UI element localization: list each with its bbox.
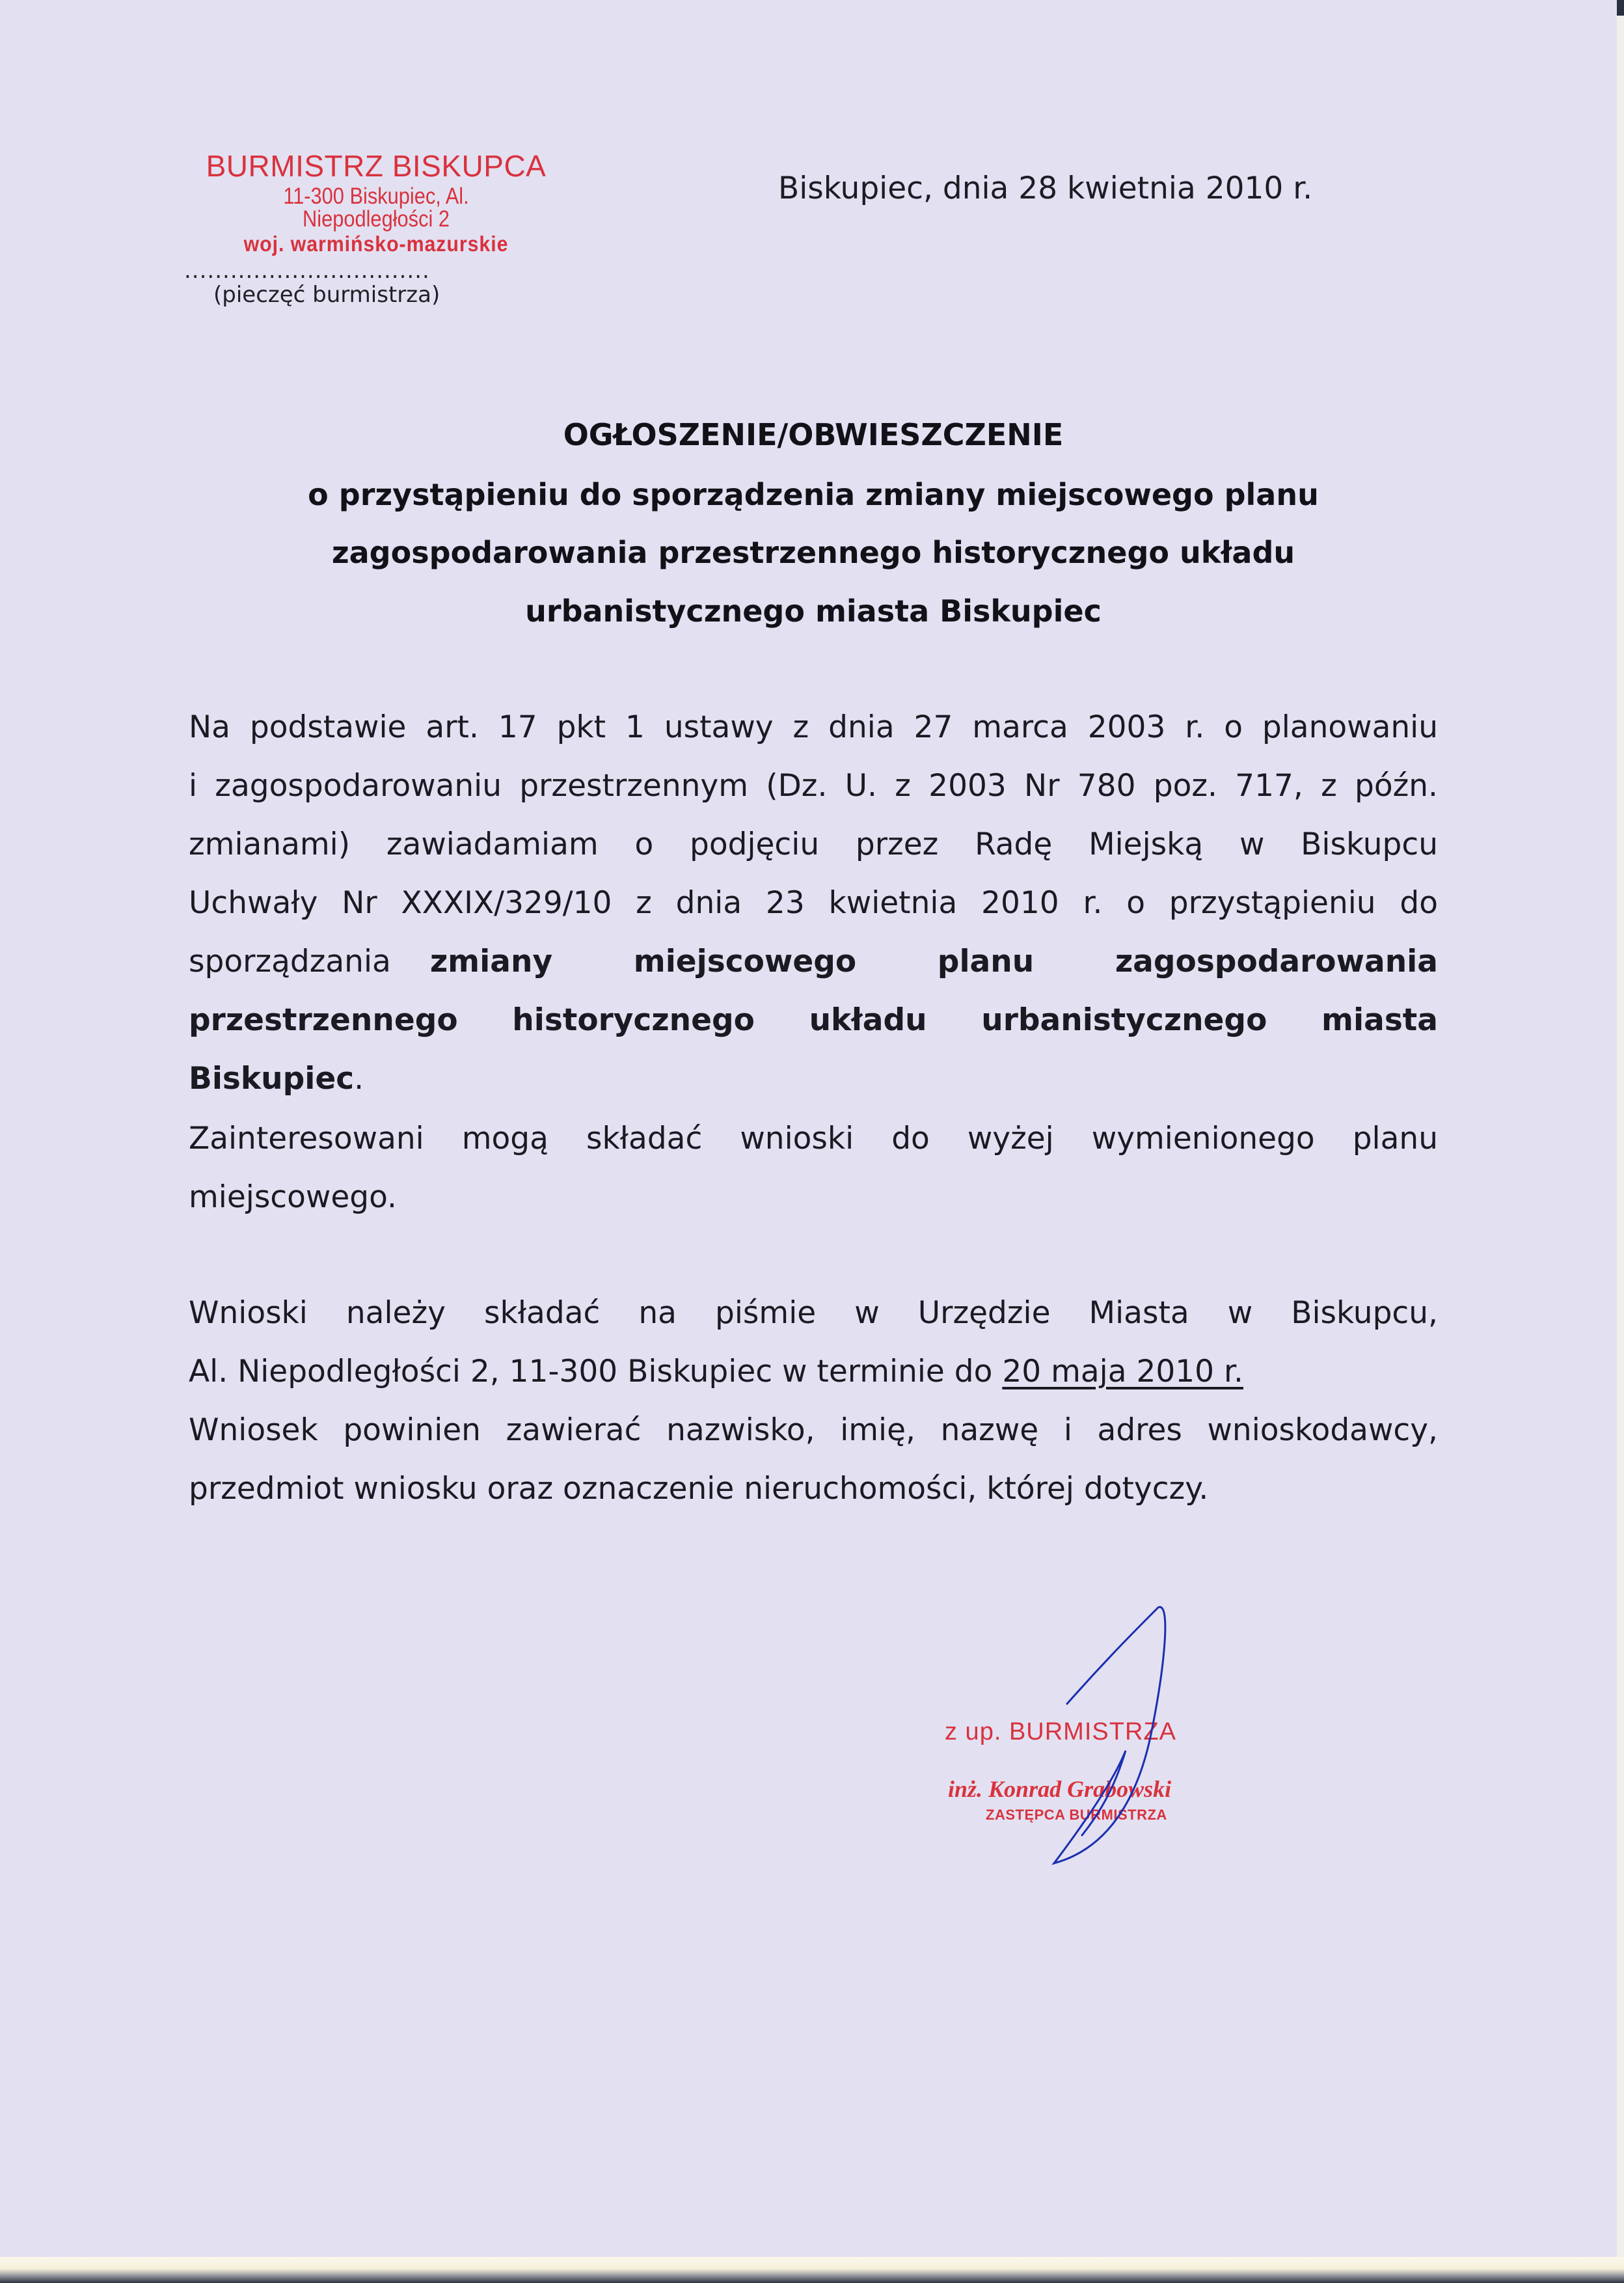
- stamp-caption: (pieczęć burmistrza): [213, 282, 440, 308]
- deadline-date: 20 maja 2010 r.: [1002, 1354, 1243, 1389]
- scan-edge-shadow: [1617, 0, 1624, 16]
- paragraph-line: Uchwały Nr XXXIX/329/10 z dnia 23 kwietnia 2010 r. o przystąpieniu do: [189, 885, 1438, 921]
- paragraph-line: Wnioski należy składać na piśmie w Urzędzie Miasta w Biskupcu,: [189, 1295, 1438, 1331]
- scan-edge-right: [1617, 0, 1624, 2257]
- paragraph-line: [189, 1354, 1438, 1389]
- document-subtitle-line: zagospodarowania przestrzennego historycznego układu: [331, 535, 1295, 570]
- paragraph-line: Zainteresowani mogą składać wnioski do wyżej wymienionego planu: [189, 1121, 1438, 1156]
- stamp-dotted-line: ................................: [184, 258, 430, 284]
- paragraph-line: zmianami) zawiadamiam o podjęciu przez Radę Miejską w Biskupcu: [189, 827, 1438, 862]
- plain-text: .: [354, 1061, 364, 1097]
- signature-stamp-name: inż. Konrad Grabowski: [948, 1776, 1172, 1802]
- document-subtitle-line: o przystąpieniu do sporządzenia zmiany miejscowego planu: [308, 477, 1319, 512]
- stamp-region: woj. warmińsko-mazurskie: [243, 232, 509, 256]
- bold-text: Biskupiec: [189, 1061, 355, 1097]
- document-date: Biskupiec, dnia 28 kwietnia 2010 r.: [778, 171, 1313, 206]
- paragraph-line-bold: przestrzennego historycznego układu urbanistycznego miasta: [189, 1002, 1438, 1038]
- signature-stamp-authority: z up. BURMISTRZA: [945, 1718, 1176, 1745]
- bold-text: zmiany miejscowego planu zagospodarowania: [429, 944, 1438, 979]
- mayor-stamp: [194, 151, 558, 254]
- paragraph-line: [189, 944, 1438, 979]
- document-title: OGŁOSZENIE/OBWIESZCZENIE: [563, 417, 1064, 452]
- plain-text: Al. Niepodległości 2, 11-300 Biskupiec w terminie do: [189, 1354, 1003, 1389]
- plain-text: sporządzania: [189, 944, 391, 979]
- scan-edge-bottom: [0, 2257, 1624, 2283]
- handwritten-signature-icon: [976, 1588, 1301, 1887]
- stamp-address: 11-300 Biskupiec, Al. Niepodległości 2: [283, 184, 469, 232]
- paragraph-line: Wniosek powinien zawierać nazwisko, imię, nazwę i adres wnioskodawcy,: [189, 1412, 1438, 1448]
- document-subtitle-line: urbanistycznego miasta Biskupiec: [525, 594, 1102, 629]
- stamp-title: BURMISTRZ BISKUPCA: [206, 149, 547, 183]
- paragraph-line: przedmiot wniosku oraz oznaczenie nieruchomości, której dotyczy.: [189, 1471, 1209, 1507]
- paragraph-line: miejscowego.: [189, 1179, 397, 1215]
- signature-stamp-role: ZASTĘPCA BURMISTRZA: [986, 1807, 1167, 1823]
- paragraph-line: i zagospodarowaniu przestrzennym (Dz. U. z 2003 Nr 780 poz. 717, z późn.: [189, 768, 1438, 804]
- paragraph-line: [189, 1061, 1438, 1097]
- paragraph-line: Na podstawie art. 17 pkt 1 ustawy z dnia 27 marca 2003 r. o planowaniu: [189, 709, 1438, 745]
